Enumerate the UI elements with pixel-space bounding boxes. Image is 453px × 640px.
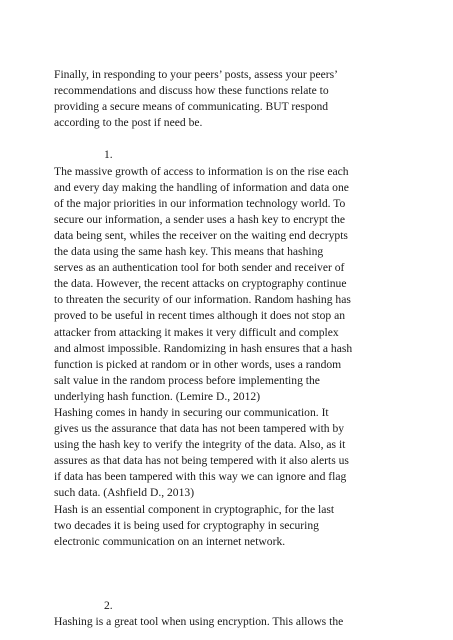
section-number-1: 1. [104, 148, 113, 162]
section1-paragraph-3: Hash is an essential component in cryptographic, for the last two decades it is being used for cryptography in securing electronic communication on an internet network. [54, 502, 335, 548]
section-number-2: 2. [104, 598, 113, 612]
document-page [54, 67, 404, 630]
section1-paragraph-2: Hashing comes in handy in securing our communication. It gives us the assurance that data has not been tampered with by using the hash key to verify the integrity of the data. Also, as it assures as that data has not being tempered with it also alerts us if data has been tampered with this way we can ignore and flag such data. (Ashfield D., 2013) [54, 405, 349, 500]
spacer [54, 131, 404, 147]
section1-paragraph-1: The massive growth of access to information is on the rise each and every day making the handling of information and data one of the major priorities in our information technology world. To secure our information, a sender uses a hash key to encrypt the data being sent, whiles the receiver on the waiting end decrypts the data using the same hash key. This means that hashing serves as an authentication tool for both sender and receiver of the data. However, the recent attacks on cryptography continue to threaten the security of our information. Random hashing has proved to be useful in recent times although it does not stop an attacker from attacking it makes it very difficult and complex and almost impossible. Randomizing in hash ensures that a hash function is picked at random or in other words, uses a random salt value in the random process before implementing the underlying hash function. (Lemire D., 2012) [54, 164, 353, 403]
spacer [54, 550, 404, 598]
section2-paragraph-1: Hashing is a great tool when using encryption. This allows the [54, 614, 344, 628]
intro-paragraph: Finally, in responding to your peers’ posts, assess your peers’ recommendations and discuss how these functions relate to providing a secure means of communicating. BUT respond according to the post if need be. [54, 68, 339, 130]
